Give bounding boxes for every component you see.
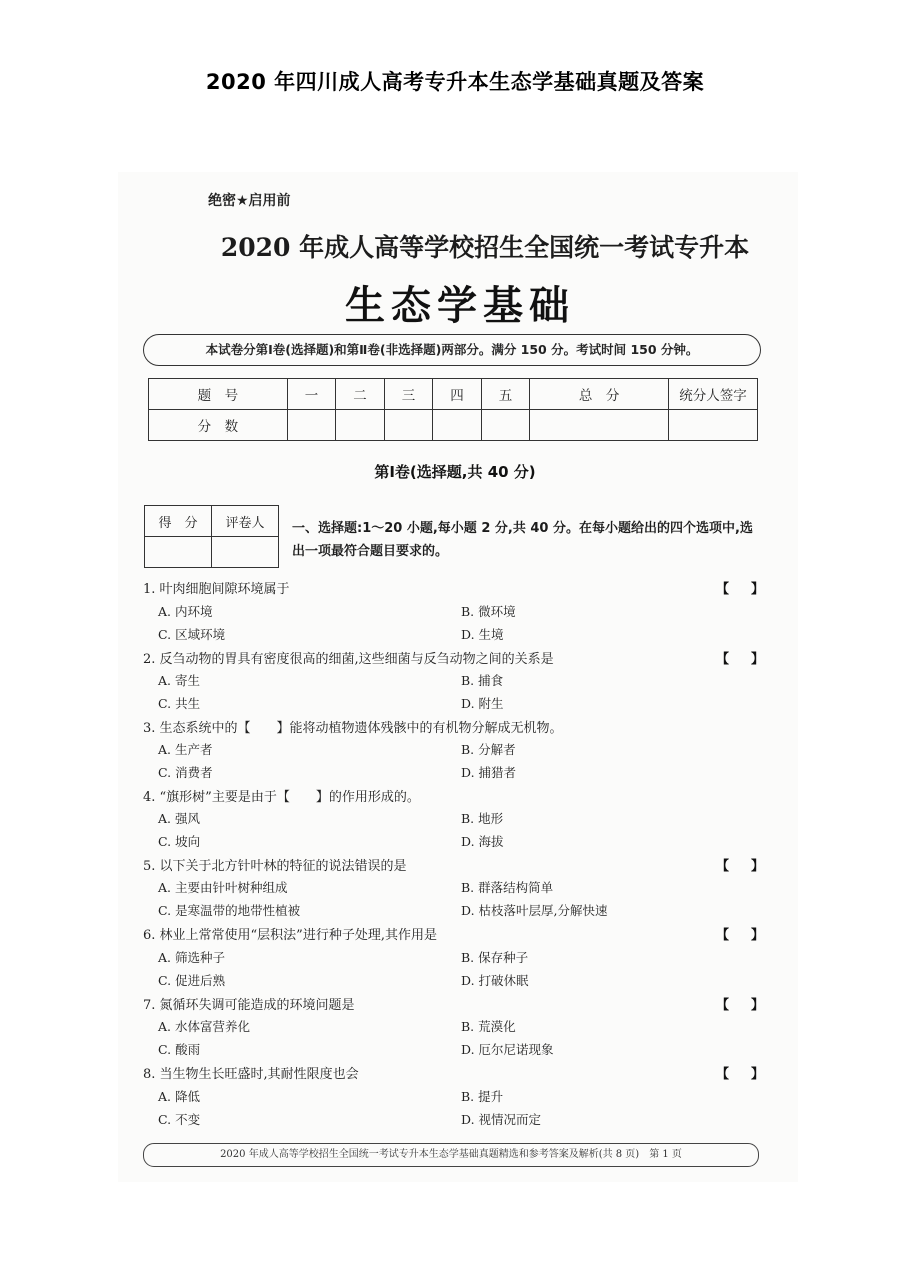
question-1-option-c: C. 区域环境 <box>158 627 226 642</box>
answer-bracket: 【】 <box>716 1067 787 1082</box>
score-cell <box>530 410 669 441</box>
score-table-col: 总 分 <box>530 379 669 410</box>
question-3-option-b: B. 分解者 <box>461 742 516 757</box>
score-table-col: 五 <box>481 379 529 410</box>
answer-bracket: 【】 <box>716 998 787 1013</box>
question-2-option-d: D. 附生 <box>461 696 504 711</box>
document-title: 2020 年四川成人高考专升本生态学基础真题及答案 <box>205 70 705 94</box>
question-8-option-d: D. 视情况而定 <box>461 1112 542 1127</box>
question-4-stem: 4. “旗形树”主要是由于【 】的作用形成的。 <box>143 790 420 805</box>
subject-title: 生态学基础 <box>345 283 575 329</box>
question-2-option-c: C. 共生 <box>158 696 201 711</box>
question-3-option-a: A. 生产者 <box>158 742 213 757</box>
question-7-option-a: A. 水体富营养化 <box>158 1019 250 1034</box>
page-footer: 2020 年成人高等学校招生全国统一考试专升本生态学基础真题精选和参考答案及解析(共 8 页) 第 1 页 <box>143 1143 759 1167</box>
question-6-option-c: C. 促进后熟 <box>158 973 226 988</box>
question-7-option-b: B. 荒漠化 <box>461 1019 516 1034</box>
score-cell <box>336 410 384 441</box>
answer-bracket: 【】 <box>716 652 787 667</box>
question-5-option-b: B. 群落结构简单 <box>461 880 554 895</box>
question-4-option-b: B. 地形 <box>461 811 504 826</box>
score-table-header-label: 题 号 <box>149 379 288 410</box>
score-table-col: 四 <box>433 379 481 410</box>
question-8-option-a: A. 降低 <box>158 1089 200 1104</box>
grader-table <box>144 505 279 568</box>
score-cell <box>433 410 481 441</box>
question-6-option-d: D. 打破休眠 <box>461 973 529 988</box>
question-4-option-a: A. 强风 <box>158 811 200 826</box>
grader-score-cell <box>145 537 212 568</box>
question-7-option-d: D. 厄尔尼诺现象 <box>461 1042 554 1057</box>
grader-score-label: 得 分 <box>145 506 212 537</box>
question-4-option-d: D. 海拔 <box>461 834 504 849</box>
question-5-option-d: D. 枯枝落叶层厚,分解快速 <box>461 903 608 918</box>
score-table-col: 三 <box>384 379 432 410</box>
question-2-option-b: B. 捕食 <box>461 673 504 688</box>
grader-name-label: 评卷人 <box>212 506 279 537</box>
grader-header-row <box>145 506 279 537</box>
score-table-value-row <box>149 410 758 441</box>
score-cell <box>669 410 758 441</box>
question-7-stem: 7. 氮循环失调可能造成的环境问题是 <box>143 998 355 1013</box>
section-instructions: 一、选择题:1～20 小题,每小题 2 分,共 40 分。在每小题给出的四个选项中,选出一项最符合题目要求的。 <box>292 521 753 559</box>
score-cell <box>481 410 529 441</box>
question-1-stem: 1. 叶肉细胞间隙环境属于 <box>143 582 290 597</box>
question-4-option-c: C. 坡向 <box>158 834 201 849</box>
question-3-option-d: D. 捕猎者 <box>461 765 517 780</box>
answer-bracket: 【】 <box>716 928 787 943</box>
score-table <box>148 378 758 441</box>
question-6-stem: 6. 林业上常常使用“层积法”进行种子处理,其作用是 <box>143 928 437 943</box>
question-1-option-a: A. 内环境 <box>158 604 213 619</box>
question-5-stem: 5. 以下关于北方针叶林的特征的说法错误的是 <box>143 859 407 874</box>
question-3-option-c: C. 消费者 <box>158 765 213 780</box>
question-8-option-b: B. 提升 <box>461 1089 504 1104</box>
question-8-option-c: C. 不变 <box>158 1112 201 1127</box>
score-table-col: 统分人签字 <box>669 379 758 410</box>
score-table-row-label: 分 数 <box>149 410 288 441</box>
question-5-option-c: C. 是寒温带的地带性植被 <box>158 903 301 918</box>
question-2-stem: 2. 反刍动物的胃具有密度很高的细菌,这些细菌与反刍动物之间的关系是 <box>143 652 554 667</box>
score-table-header-row <box>149 379 758 410</box>
score-cell <box>287 410 335 441</box>
grader-name-cell <box>212 537 279 568</box>
exam-title: 2020 年成人高等学校招生全国统一考试专升本 <box>220 233 750 262</box>
question-2-option-a: A. 寄生 <box>158 673 200 688</box>
score-table-col: 一 <box>287 379 335 410</box>
question-1-option-b: B. 微环境 <box>461 604 516 619</box>
score-table-col: 二 <box>336 379 384 410</box>
question-6-option-b: B. 保存种子 <box>461 950 529 965</box>
exam-notice: 本试卷分第Ⅰ卷(选择题)和第Ⅱ卷(非选择题)两部分。满分 150 分。考试时间 150 分钟。 <box>143 334 761 366</box>
question-1-option-d: D. 生境 <box>461 627 504 642</box>
question-8-stem: 8. 当生物生长旺盛时,其耐性限度也会 <box>143 1067 359 1082</box>
question-3-stem: 3. 生态系统中的【 】能将动植物遗体残骸中的有机物分解成无机物。 <box>143 721 563 736</box>
answer-bracket: 【】 <box>716 859 787 874</box>
score-cell <box>384 410 432 441</box>
answer-bracket: 【】 <box>716 582 787 597</box>
secret-mark: 绝密★启用前 <box>208 193 291 209</box>
grader-value-row <box>145 537 279 568</box>
question-6-option-a: A. 筛选种子 <box>158 950 225 965</box>
question-5-option-a: A. 主要由针叶树种组成 <box>158 880 288 895</box>
question-7-option-c: C. 酸雨 <box>158 1042 201 1057</box>
section-title: 第Ⅰ卷(选择题,共 40 分) <box>374 463 536 481</box>
